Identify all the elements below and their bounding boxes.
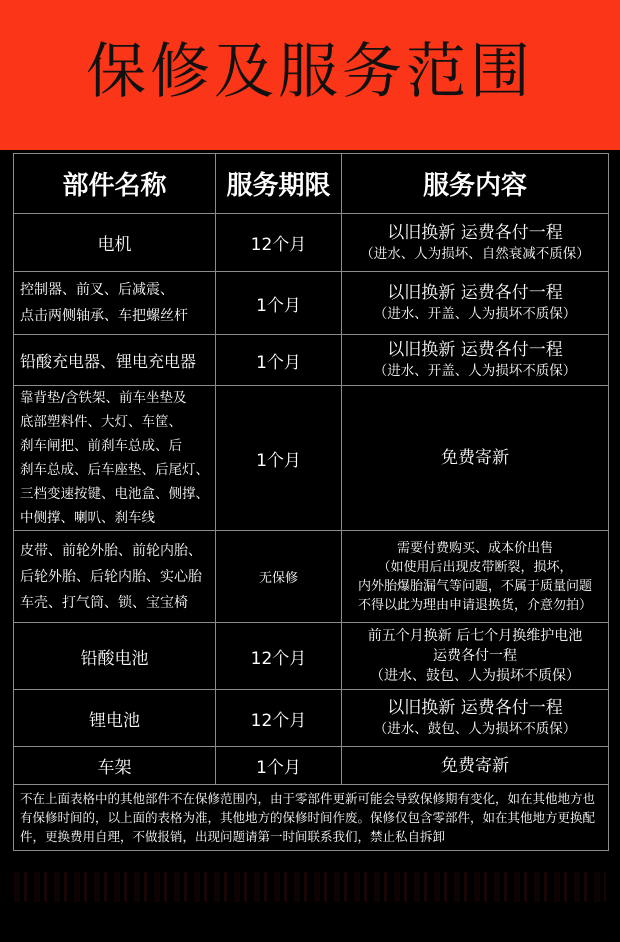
content-sub-text: 不得以此为理由申请退换货，介意勿拍）	[357, 597, 592, 613]
table-row	[14, 690, 609, 747]
header-service-content: 服务内容	[342, 154, 609, 214]
part-name-text: 靠背垫/含铁架、前车坐垫及	[20, 390, 187, 406]
part-name-text: 车壳、打气筒、锁、宝宝椅	[20, 594, 188, 611]
part-name-cell	[14, 531, 216, 623]
period-cell: 1个月	[216, 335, 342, 386]
content-sub-text: （进水、开盖、人为损坏不质保）	[373, 306, 577, 322]
content-sub-text: 需要付费购买、成本价出售	[396, 540, 553, 556]
part-name-cell	[14, 272, 216, 335]
table-row	[14, 747, 609, 785]
table-header-row	[14, 154, 609, 214]
content-main-text: 免费寄新	[441, 448, 509, 468]
content-sub-text: （进水、鼓包、人为损坏不质保）	[373, 721, 577, 737]
content-main-text: 以旧换新 运费各付一程	[387, 283, 563, 303]
content-cell	[342, 214, 609, 272]
part-name-text: 三档变速按键、电池盒、侧撑、	[20, 486, 209, 502]
period-cell: 1个月	[216, 747, 342, 785]
part-name-text: 刹车总成、后车座垫、后尾灯、	[20, 462, 209, 478]
part-name-text: 控制器、前叉、后减震、	[20, 282, 174, 298]
content-sub-text: （进水、人为损坏、自然衰减不质保）	[360, 245, 590, 262]
period-cell: 1个月	[216, 272, 342, 335]
content-cell	[342, 747, 609, 785]
part-name-cell	[14, 747, 216, 785]
part-name-text: 皮带、前轮外胎、前轮内胎、	[20, 542, 202, 559]
content-cell	[342, 690, 609, 747]
content-cell	[342, 386, 609, 531]
part-name-text: 铅酸充电器、锂电充电器	[20, 351, 197, 371]
part-name-cell	[14, 335, 216, 386]
part-name-cell	[14, 386, 216, 531]
content-main-text: 免费寄新	[441, 755, 509, 776]
header-part-name: 部件名称	[14, 154, 216, 214]
content-main-text: 以旧换新 运费各付一程	[387, 698, 563, 718]
content-cell	[342, 272, 609, 335]
warranty-table	[13, 153, 609, 851]
table-row	[14, 531, 609, 623]
table-row	[14, 335, 609, 386]
part-name-text: 车架	[97, 758, 132, 778]
content-cell	[342, 335, 609, 386]
period-cell: 12个月	[216, 623, 342, 690]
period-cell: 12个月	[216, 214, 342, 272]
blurred-footer-decoration	[14, 872, 606, 902]
table-row	[14, 214, 609, 272]
part-name-text: 中侧撑、喇叭、刹车线	[20, 510, 155, 526]
disclaimer-note: 不在上面表格中的其他部件不在保修范围内，由于零部件更新可能会导致保修期有变化，如在其他地方也有保修时间的，以上面的表格为准，其他地方的保修时间作废。保修仅包含零部件，如在其他地方更换配件，更换费用自理，不做报销，出现问题请第一时间联系我们，禁止私自拆卸	[14, 785, 609, 851]
content-sub-text: 内外胎爆胎漏气等问题，不属于质量问题	[357, 578, 592, 594]
part-name-text: 后轮外胎、后轮内胎、实心胎	[20, 568, 202, 585]
part-name-text: 铅酸电池	[80, 648, 149, 669]
period-cell: 无保修	[216, 531, 342, 623]
part-name-cell	[14, 690, 216, 747]
period-cell: 12个月	[216, 690, 342, 747]
period-cell: 1个月	[216, 386, 342, 531]
table-row	[14, 386, 609, 531]
content-sub-text: （如使用后出现皮带断裂，损坏，	[377, 559, 573, 575]
header-service-period: 服务期限	[216, 154, 342, 214]
content-main-text: 以旧换新 运费各付一程	[387, 222, 563, 243]
part-name-cell	[14, 214, 216, 272]
title-banner	[0, 0, 620, 150]
page-title: 保修及服务范围	[86, 37, 534, 107]
part-name-text: 点击两侧轴承、车把螺丝杆	[20, 308, 188, 324]
part-name-text: 电机	[97, 235, 132, 255]
content-cell	[342, 531, 609, 623]
content-cell	[342, 623, 609, 690]
content-sub-text: 前五个月换新 后七个月换维护电池	[367, 628, 583, 644]
content-sub-text: （进水、开盖、人为损坏不质保）	[373, 363, 577, 379]
part-name-text: 底部塑料件、大灯、车筐、	[20, 414, 182, 430]
table-row	[14, 272, 609, 335]
table-row	[14, 623, 609, 690]
content-main-text: 以旧换新 运费各付一程	[387, 340, 563, 360]
content-sub-text: （进水、鼓包、人为损坏不质保）	[370, 668, 580, 684]
content-sub-text: 运费各付一程	[433, 648, 517, 664]
note-row	[14, 785, 609, 851]
part-name-text: 刹车闸把、前刹车总成、后	[20, 438, 182, 454]
part-name-cell	[14, 623, 216, 690]
part-name-text: 锂电池	[89, 710, 140, 731]
